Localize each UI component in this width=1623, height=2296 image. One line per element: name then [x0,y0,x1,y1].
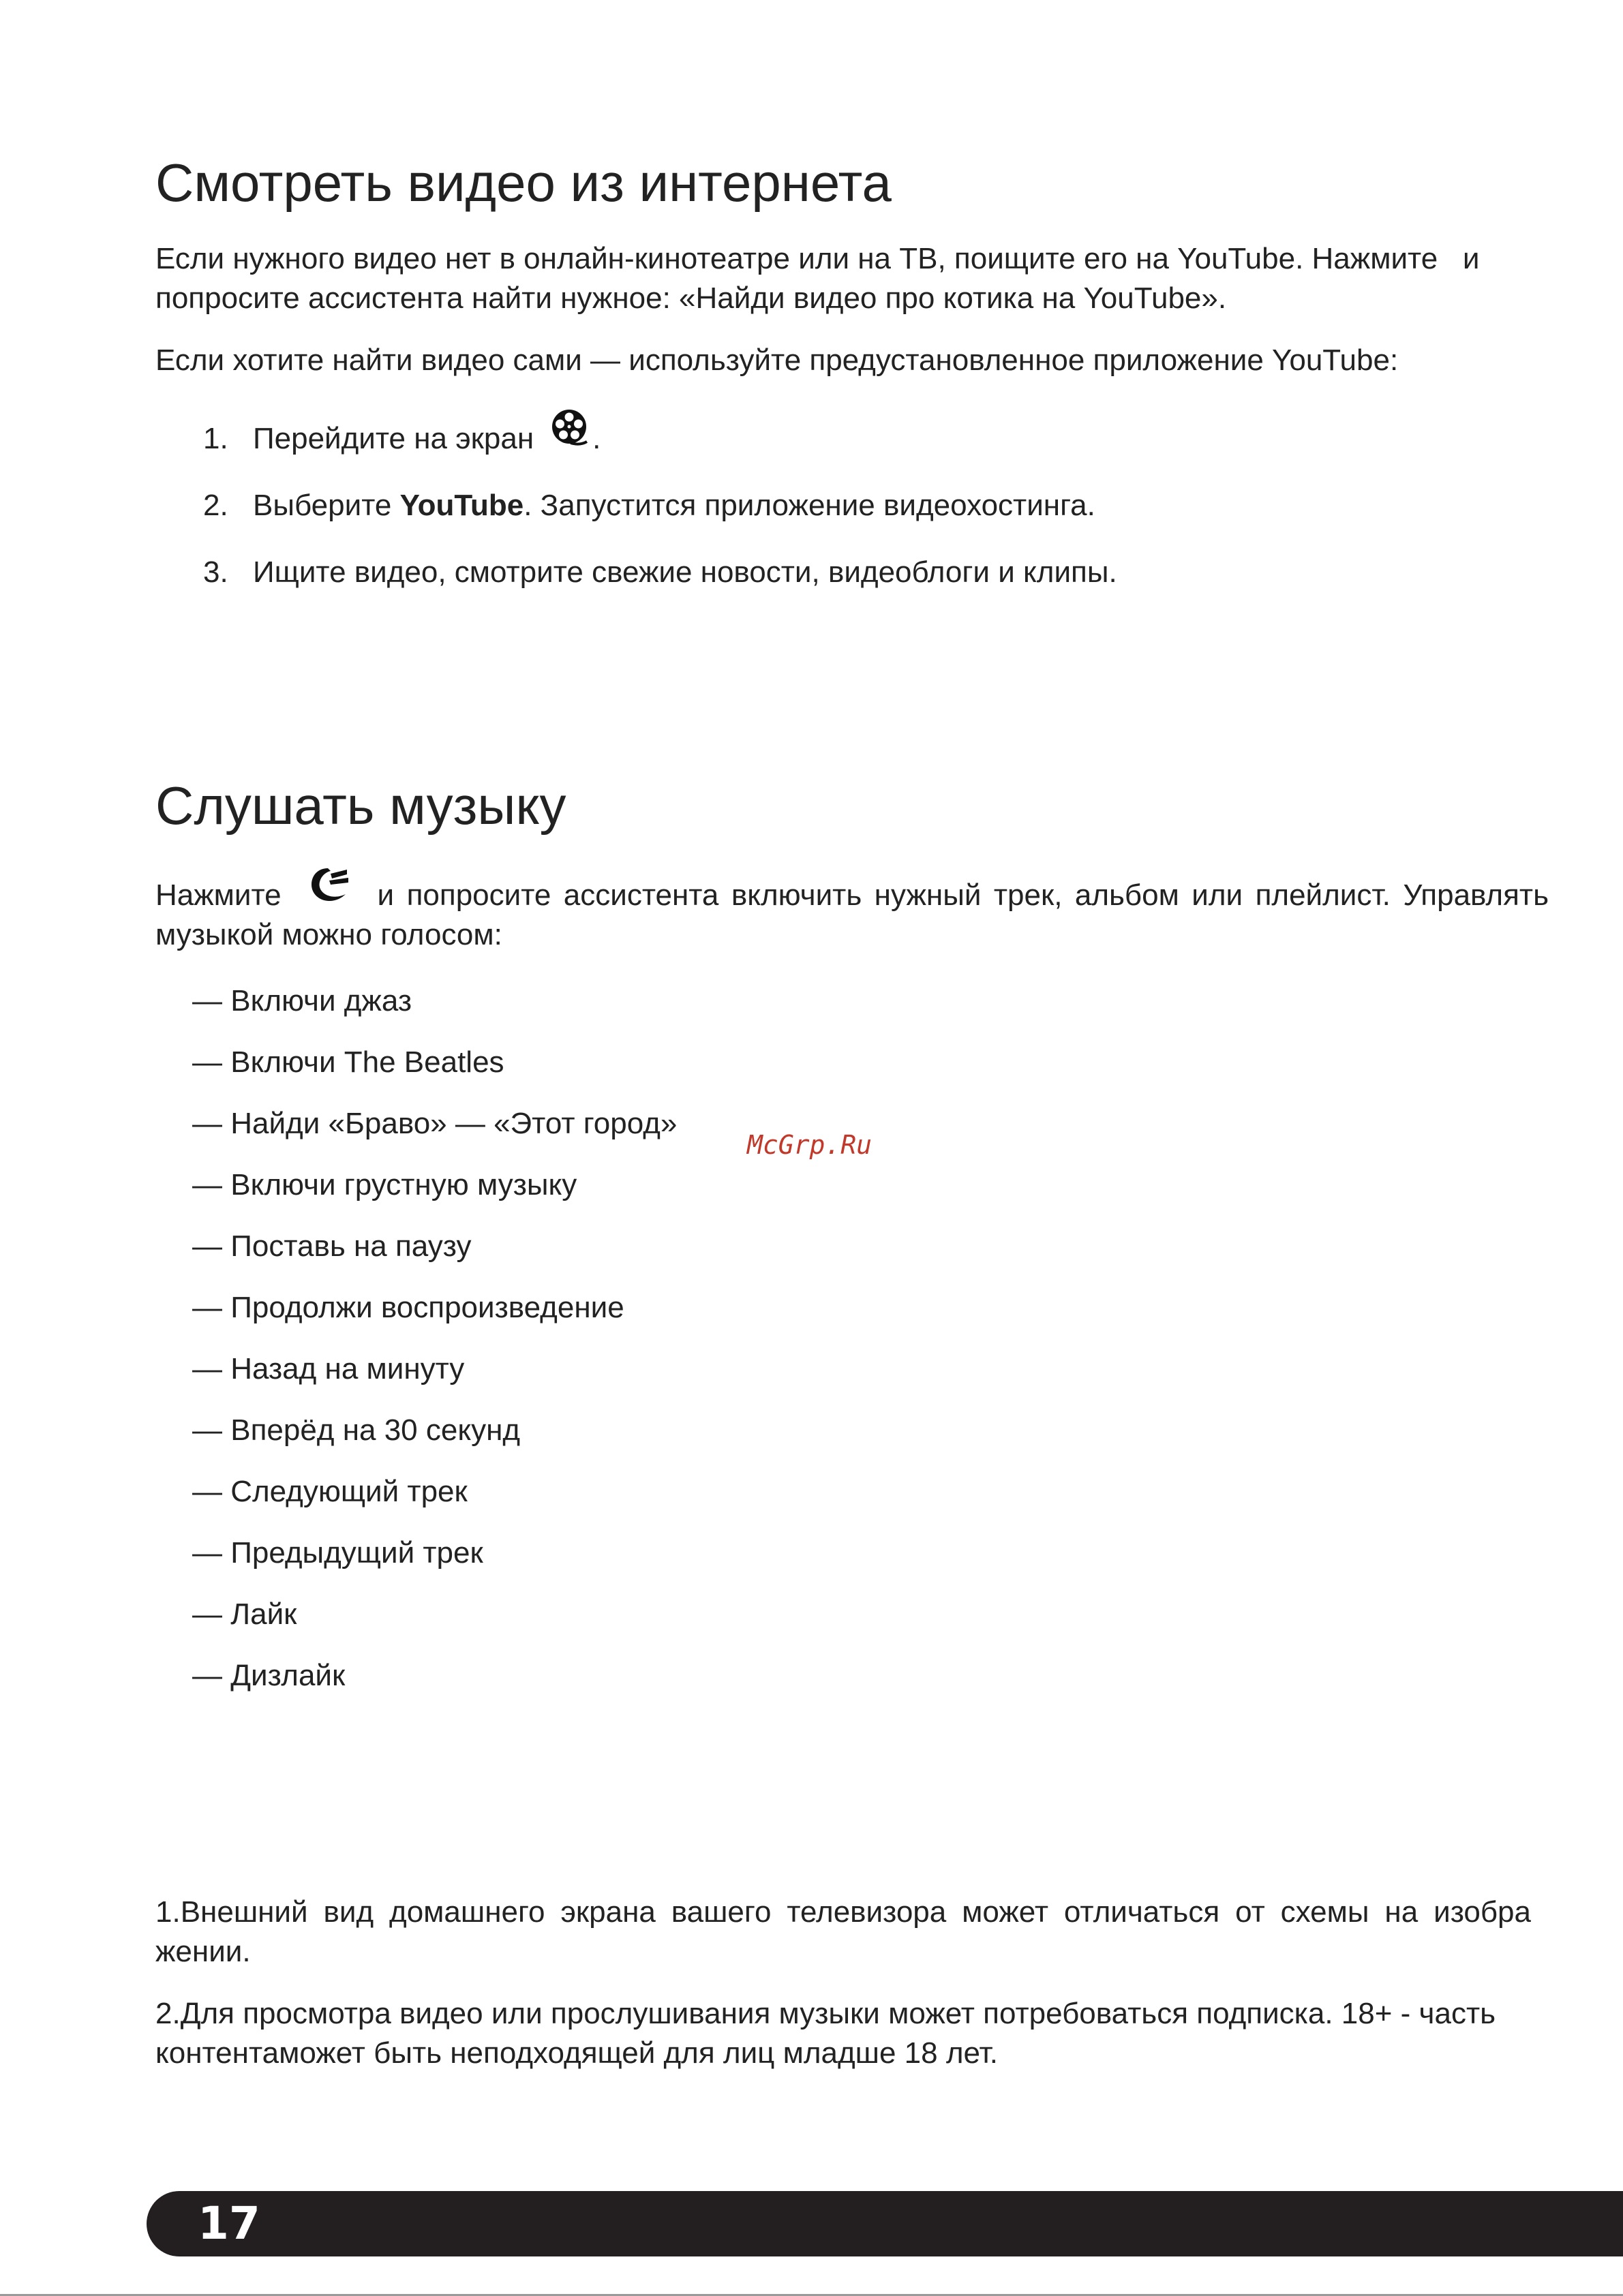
list-item: — Дизлайк [192,1659,346,1692]
music-intro-paragraph [155,876,1549,955]
list-item: — Следующий трек [192,1475,468,1508]
footnote-1: 1.Внешний вид домашнего экрана вашего телевизора может отличаться от схемы на изобра жении. [155,1895,1531,1968]
step-number: 1. [203,422,228,455]
video-self-search-paragraph: Если хотите найти видео сами — используйте предустановленное приложение YouTube: [155,343,1399,377]
step-suffix: . [592,422,601,455]
step-text: Перейдите на экран [253,422,534,455]
list-item: — Включи грустную музыку [192,1168,577,1201]
step-text-b: . Запустится приложение видеохостинга. [524,489,1095,522]
step-item [203,486,1117,525]
list-item: — Вперёд на 30 секунд [192,1413,521,1447]
list-item: — Назад на минуту [192,1352,465,1386]
video-intro-text-b: и попросите ассистента найти нужное: «Найди видео про котика на YouTube». [155,242,1480,315]
section-title-music: Слушать музыку [155,776,566,836]
footer-bar [147,2191,1623,2256]
watermark: McGrp.Ru [747,1130,873,1160]
list-item: — Найди «Браво» — «Этот город» [192,1107,678,1140]
page-number: 17 [198,2197,260,2250]
music-intro-text-a: Нажмите [155,878,282,912]
step-item [203,553,1117,592]
music-intro-text-b: и попросите ассистента включить нужный трек, альбом или плейлист. Управлять музыкой можно голосом: [155,878,1549,951]
list-item: — Поставь на паузу [192,1229,472,1263]
list-item: — Продолжи воспроизведение [192,1291,624,1324]
film-reel-icon [550,408,588,456]
list-item: — Лайк [192,1597,297,1631]
footnote-2: 2.Для просмотра видео или прослушивания музыки может потребоваться подписка. 18+ - часть контентаможет быть неподходящей для лиц младше 18 лет. [155,1997,1496,2070]
step-text-a: Выберите [253,489,392,522]
list-item: — Включи джаз [192,984,412,1017]
section-title-video: Смотреть видео из интернета [155,153,892,213]
step-number: 2. [203,489,228,522]
video-intro-paragraph [155,239,1485,318]
video-intro-text-a: Если нужного видео нет в онлайн-кинотеатре или на ТВ, поищите его на YouTube. Нажмите [155,242,1438,275]
step-number: 3. [203,555,228,589]
list-item: — Предыдущий трек [192,1536,483,1570]
youtube-steps-list [203,419,1117,592]
step-text: Ищите видео, смотрите свежие новости, видеоблоги и клипы. [253,555,1117,589]
assistant-logo-icon [307,864,351,915]
list-item: — Включи The Beatles [192,1045,504,1079]
step-item [203,419,1117,459]
voice-commands-list [192,981,677,1717]
step-text-bold: YouTube [399,489,524,522]
